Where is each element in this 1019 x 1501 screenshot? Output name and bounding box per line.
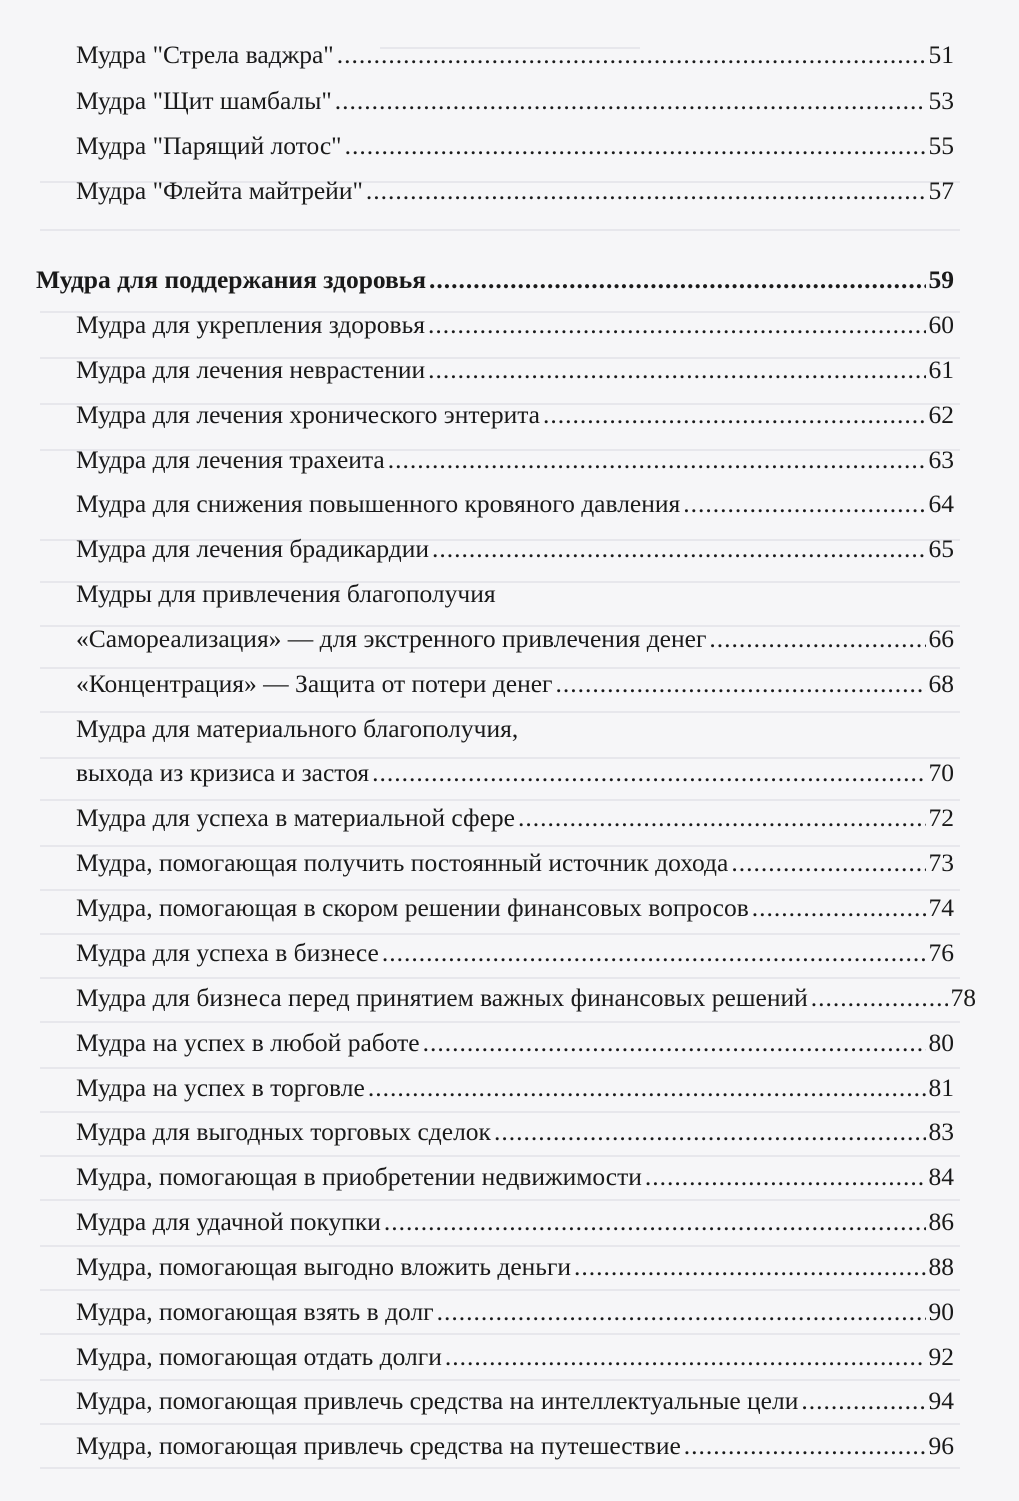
toc-entry-page: 83 — [928, 1117, 954, 1146]
toc-entry[interactable] — [76, 355, 954, 385]
toc-entry-page: 61 — [928, 355, 954, 384]
toc-dot-leader — [345, 131, 926, 161]
toc-entry-page: 88 — [928, 1252, 954, 1281]
toc-entry-page: 81 — [928, 1073, 954, 1102]
toc-entry[interactable] — [76, 400, 954, 430]
toc-entry-page: 78 — [950, 983, 976, 1012]
toc-dot-leader — [731, 848, 925, 878]
toc-entry-title: Мудра, помогающая получить постоянный источник дохода — [76, 848, 729, 877]
toc-entry-page: 76 — [928, 938, 954, 967]
toc-entry[interactable] — [76, 1162, 954, 1192]
toc-dot-leader — [709, 624, 925, 654]
toc-entry[interactable] — [76, 624, 954, 654]
toc-dot-leader — [445, 1342, 926, 1372]
toc-entry-title: Мудра для лечения неврастении — [76, 355, 426, 384]
toc-entry-title: Мудра, помогающая взять в долг — [76, 1297, 434, 1326]
toc-entry-title: Мудра, помогающая отдать долги — [76, 1342, 442, 1371]
toc-dot-leader — [335, 86, 926, 116]
toc-entry[interactable] — [76, 131, 954, 161]
toc-dot-leader — [428, 310, 926, 340]
toc-entry-title: Мудра для успеха в материальной сфере — [76, 803, 515, 832]
toc-dot-leader — [428, 355, 925, 385]
toc-dot-leader — [556, 669, 926, 699]
toc-entry-title: Мудра, помогающая привлечь средства на интеллектуальные цели — [76, 1386, 799, 1415]
toc-entry-page: 53 — [928, 86, 954, 115]
toc-entry-title: Мудра "Флейта майтрейи" — [76, 176, 363, 205]
toc-entry-title: Мудра "Щит шамбалы" — [76, 86, 332, 115]
toc-dot-leader — [801, 1386, 925, 1416]
toc-entry[interactable] — [76, 310, 954, 340]
toc-entry-title: Мудра для материального благополучия, — [76, 714, 519, 743]
toc-entry-title: Мудра "Парящий лотос" — [76, 131, 342, 160]
toc-entry-title: Мудры для привлечения благополучия — [76, 579, 496, 608]
toc-entry-title: Мудра, помогающая выгодно вложить деньги — [76, 1252, 572, 1281]
toc-entry-page: 74 — [928, 893, 954, 922]
toc-dot-leader — [372, 758, 925, 788]
toc-entry-page: 84 — [928, 1162, 954, 1191]
toc-entry-page: 62 — [928, 400, 954, 429]
toc-entry-page: 59 — [928, 265, 954, 294]
toc-entry-page: 64 — [928, 489, 954, 518]
toc-entry-page: 55 — [928, 131, 954, 160]
toc-entry[interactable] — [76, 86, 954, 116]
toc-entry-title: Мудра на успех в торговле — [76, 1073, 365, 1102]
toc-entry-page: 66 — [928, 624, 954, 653]
toc-entry-page: 72 — [928, 803, 954, 832]
toc-dot-leader — [684, 1431, 926, 1461]
toc-dot-leader — [384, 1207, 926, 1237]
toc-entry-page: 70 — [928, 758, 954, 787]
toc-entry-page: 60 — [928, 310, 954, 339]
toc-entry-page: 96 — [928, 1431, 954, 1460]
toc-entry-page: 90 — [928, 1297, 954, 1326]
toc-entry[interactable] — [76, 983, 976, 1013]
toc-entry-first-line[interactable] — [76, 714, 954, 744]
toc-entry-title: Мудра для лечения брадикардии — [76, 534, 430, 563]
toc-entry-title: Мудра для успеха в бизнесе — [76, 938, 379, 967]
toc-entry[interactable] — [76, 1297, 954, 1327]
toc-entry[interactable] — [76, 893, 954, 923]
toc-entry-title: Мудра для удачной покупки — [76, 1207, 381, 1236]
toc-entry[interactable] — [76, 1386, 954, 1416]
toc-entry-page: 63 — [928, 445, 954, 474]
toc-entry-page: 92 — [928, 1342, 954, 1371]
toc-dot-leader — [494, 1117, 926, 1147]
toc-entry[interactable] — [76, 1073, 954, 1103]
toc-entry[interactable] — [76, 1028, 954, 1058]
toc-dot-leader — [337, 40, 926, 70]
toc-entry-title: Мудра для выгодных торговых сделок — [76, 1117, 491, 1146]
toc-dot-leader — [429, 265, 925, 295]
toc-entry[interactable] — [76, 1342, 954, 1372]
toc-entry-title: Мудра для бизнеса перед принятием важных финансовых решений — [76, 983, 808, 1012]
toc-entry-page: 65 — [928, 534, 954, 563]
toc-entry[interactable] — [76, 40, 954, 70]
toc-dot-leader — [645, 1162, 926, 1192]
toc-entry[interactable] — [76, 445, 954, 475]
toc-entry-title: «Концентрация» — Защита от потери денег — [76, 669, 553, 698]
toc-entry[interactable] — [76, 1252, 954, 1282]
toc-subheading — [76, 579, 954, 609]
toc-entry-title: Мудра, помогающая в скором решении финансовых вопросов — [76, 893, 749, 922]
toc-entry[interactable] — [76, 489, 954, 519]
toc-entry-page: 73 — [928, 848, 954, 877]
toc-entry[interactable] — [76, 1117, 954, 1147]
toc-entry[interactable] — [76, 1207, 954, 1237]
toc-entry-title: Мудра для лечения трахеита — [76, 445, 385, 474]
toc-entry[interactable] — [76, 938, 954, 968]
toc-entry[interactable] — [76, 669, 954, 699]
toc-entry[interactable] — [76, 176, 954, 206]
toc-dot-leader — [752, 893, 926, 923]
toc-section-heading[interactable] — [36, 265, 954, 295]
toc-entry[interactable] — [76, 1431, 954, 1461]
toc-entry-title: Мудра, помогающая привлечь средства на путешествие — [76, 1431, 681, 1460]
toc-dot-leader — [683, 489, 925, 519]
toc-dot-leader — [574, 1252, 925, 1282]
toc-entry-page: 68 — [928, 669, 954, 698]
toc-entry-title: выхода из кризиса и застоя — [76, 758, 370, 787]
toc-entry-title: «Самореализация» — для экстренного привлечения денег — [76, 624, 707, 653]
toc-entry-title: Мудра для укрепления здоровья — [76, 310, 425, 339]
toc-dot-leader — [388, 445, 926, 475]
toc-entry-page: 80 — [928, 1028, 954, 1057]
toc-entry[interactable] — [76, 803, 954, 833]
toc-entry-title: Мудра для лечения хронического энтерита — [76, 400, 541, 429]
toc-entry[interactable] — [76, 534, 954, 564]
toc-dot-leader — [432, 534, 925, 564]
toc-entry[interactable] — [76, 758, 954, 788]
toc-dot-leader — [543, 400, 925, 430]
toc-dot-leader — [368, 1073, 926, 1103]
toc-dot-leader — [366, 176, 926, 206]
toc-dot-leader — [423, 1028, 926, 1058]
toc-entry-title: Мудра для поддержания здоровья — [36, 265, 427, 294]
toc-entry-title: Мудра "Стрела ваджра" — [76, 40, 334, 69]
toc-entry-title: Мудра, помогающая в приобретении недвижимости — [76, 1162, 642, 1191]
toc-entry-page: 57 — [928, 176, 954, 205]
toc-entry-title: Мудра на успех в любой работе — [76, 1028, 420, 1057]
toc-dot-leader — [518, 803, 926, 833]
toc-dot-leader — [811, 983, 948, 1013]
toc-dot-leader — [437, 1297, 926, 1327]
toc-entry-page: 94 — [928, 1386, 954, 1415]
toc-entry[interactable] — [76, 848, 954, 878]
toc-dot-leader — [382, 938, 926, 968]
toc-entry-page: 86 — [928, 1207, 954, 1236]
toc-entry-page: 51 — [928, 40, 954, 69]
toc-entry-title: Мудра для снижения повышенного кровяного давления — [76, 489, 681, 518]
